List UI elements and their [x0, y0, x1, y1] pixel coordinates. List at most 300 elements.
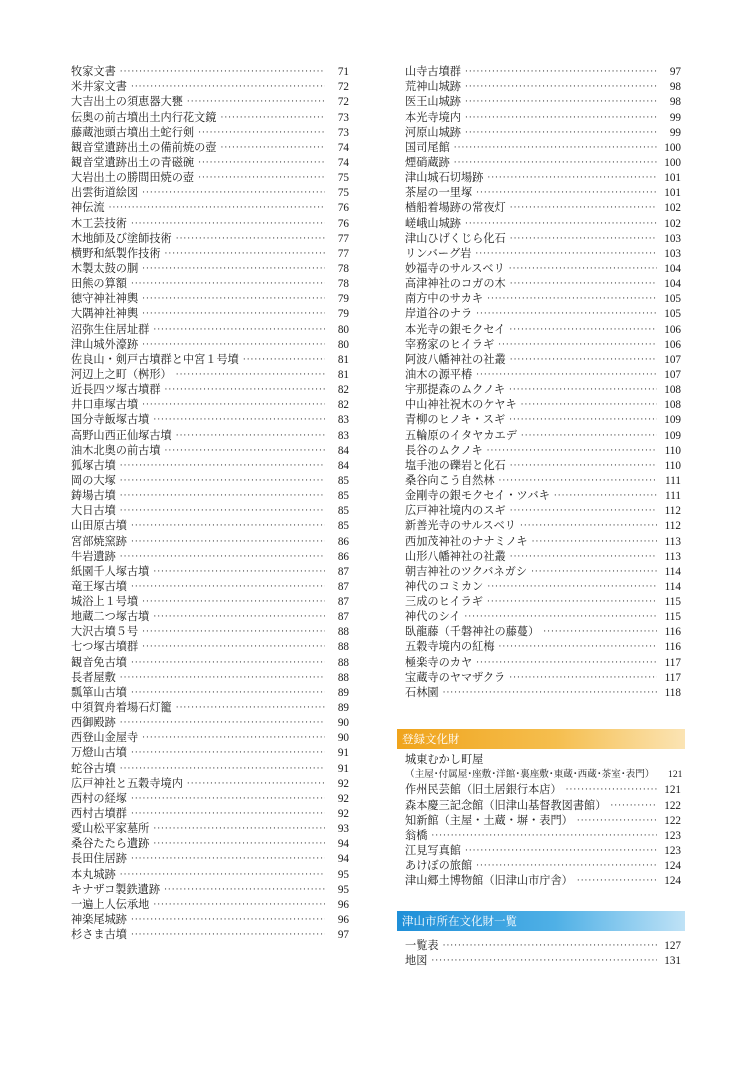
toc-entry: [71, 745, 349, 760]
toc-entry: [71, 125, 349, 140]
dot-leader: [499, 640, 657, 654]
toc-entry-page: 127: [664, 940, 681, 953]
toc-entry-title: 青柳のヒノキ・スギ: [405, 413, 506, 427]
dot-leader: [142, 338, 325, 352]
toc-entry-title: 宮部焼窯跡: [71, 534, 127, 548]
dot-leader: [464, 610, 657, 624]
dot-leader: [487, 171, 657, 185]
toc-entry-page: 108: [664, 399, 681, 412]
dot-leader: [198, 126, 325, 140]
toc-entry: [71, 291, 349, 306]
toc-entry-page: 121: [668, 769, 683, 781]
toc-entry-page: 75: [337, 172, 349, 185]
dot-leader: [131, 746, 325, 760]
dot-leader: [510, 550, 657, 564]
toc-entry-page: 112: [664, 520, 681, 533]
toc-entry: [405, 828, 681, 843]
dot-leader: [131, 852, 325, 866]
toc-entry-page: 89: [337, 686, 349, 699]
toc-entry-title: 観音堂遺跡出土の備前焼の壺: [71, 140, 217, 154]
toc-entry-title: 作州民芸館（旧土居銀行本店）: [405, 783, 562, 797]
toc-entry-page: 87: [337, 580, 349, 593]
toc-entry-title: 木工芸技術: [71, 216, 127, 230]
toc-entry-title: 沼弥生住居址群: [71, 322, 150, 336]
toc-entry-title: 西御殿跡: [71, 716, 116, 730]
section-heading-registered: 登録文化財: [397, 729, 685, 749]
toc-entry-page: 103: [664, 247, 681, 260]
dot-leader: [164, 883, 325, 897]
toc-entry-page: 74: [337, 156, 349, 169]
toc-entry-page: 98: [669, 81, 681, 94]
dot-leader: [443, 686, 657, 700]
toc-entry: [405, 752, 681, 767]
toc-entry-page: 121: [664, 784, 681, 797]
toc-entry-page: 122: [664, 799, 681, 812]
toc-entry-title: 南方中のサカキ: [405, 292, 484, 306]
toc-entry: [71, 549, 349, 564]
toc-entry: [71, 246, 349, 261]
toc-entry-page: 100: [664, 156, 681, 169]
dot-leader: [543, 625, 657, 639]
toc-entry: [405, 246, 681, 261]
toc-entry-page: 91: [337, 762, 349, 775]
dot-leader: [142, 640, 325, 654]
toc-entry-title: 中山神社祝木のケヤキ: [405, 398, 517, 412]
toc-entry-title: 煙硝蔵跡: [405, 155, 450, 169]
toc-entry: [405, 382, 681, 397]
toc-entry: [405, 155, 681, 170]
toc-entry: [405, 458, 681, 473]
toc-entry: [71, 518, 349, 533]
dot-leader: [131, 656, 325, 670]
toc-entry: [405, 639, 681, 654]
toc-entry-page: 77: [337, 232, 349, 245]
toc-entry-page: 86: [337, 550, 349, 563]
dot-leader: [510, 277, 657, 291]
dot-leader: [532, 535, 657, 549]
dot-leader: [577, 874, 657, 888]
toc-entry-page: 82: [337, 399, 349, 412]
dot-leader: [499, 474, 657, 488]
toc-entry: [71, 639, 349, 654]
toc-entry-page: 112: [664, 505, 681, 518]
toc-entry-title: 大沢古墳５号: [71, 625, 139, 639]
toc-entry-page: 99: [669, 126, 681, 139]
toc-entry: [405, 549, 681, 564]
toc-entry: [71, 155, 349, 170]
dot-leader: [120, 504, 325, 518]
toc-entry: [405, 367, 681, 382]
toc-entry: [405, 94, 681, 109]
toc-entry: [71, 912, 349, 927]
toc-entry-page: 95: [337, 868, 349, 881]
toc-entry: [405, 352, 681, 367]
dot-leader: [131, 807, 325, 821]
toc-entry-title: 徳守神社神輿: [71, 292, 139, 306]
toc-entry-title: 田熊の算額: [71, 277, 127, 291]
dot-leader: [465, 65, 657, 79]
toc-entry-page: 80: [337, 338, 349, 351]
toc-entry-title: 津山城外濠跡: [71, 337, 139, 351]
toc-entry-title: 長田住居跡: [71, 852, 127, 866]
toc-entry-title: 神楽尾城跡: [71, 913, 127, 927]
toc-entry: [405, 858, 681, 873]
toc-entry: [71, 276, 349, 291]
toc-entry-page: 114: [664, 565, 681, 578]
toc-entry: [405, 412, 681, 427]
dot-leader: [131, 535, 325, 549]
toc-entry-page: 75: [337, 187, 349, 200]
toc-entry-title: 塩手池の礫岩と化石: [405, 458, 506, 472]
dot-leader: [153, 837, 325, 851]
toc-entry: [71, 594, 349, 609]
toc-entry-page: 95: [337, 883, 349, 896]
toc-entry-page: 103: [664, 232, 681, 245]
dot-leader: [465, 217, 657, 231]
toc-entry-title: 一覧表: [405, 939, 439, 953]
toc-entry-title: 三成のヒイラギ: [405, 595, 483, 609]
toc-entry-title: 神代のシイ: [405, 610, 461, 624]
toc-entry-page: 74: [337, 141, 349, 154]
toc-entry-title: 木地師及び塗師技術: [71, 231, 172, 245]
toc-entry-page: 123: [664, 844, 681, 857]
toc-entry-title: 石林園: [405, 685, 439, 699]
toc-entry-page: 116: [664, 641, 681, 654]
toc-entry-title: 津山郷土博物館（旧津山市庁舎）: [405, 874, 573, 888]
toc-entry: [405, 276, 681, 291]
toc-entry: [405, 140, 681, 155]
dot-leader: [243, 353, 325, 367]
toc-entry-title: 大隅神社神輿: [71, 307, 139, 321]
dot-leader: [187, 777, 325, 791]
toc-entry: [405, 215, 681, 230]
toc-right-column: [405, 64, 681, 700]
dot-leader: [153, 898, 325, 912]
toc-entry: [71, 458, 349, 473]
toc-entry: [71, 473, 349, 488]
toc-entry: [405, 843, 681, 858]
toc-entry: [71, 215, 349, 230]
dot-leader: [131, 519, 325, 533]
toc-entry-page: 81: [337, 368, 349, 381]
dot-leader: [187, 95, 325, 109]
toc-entry-page: 104: [664, 262, 681, 275]
toc-entry-title: 五穀寺境内の紅梅: [405, 640, 495, 654]
toc-entry-title: 荒神山城跡: [405, 80, 461, 94]
toc-entry-page: 92: [337, 808, 349, 821]
dot-leader: [220, 111, 325, 125]
toc-entry-page: 78: [337, 262, 349, 275]
toc-entry-page: 73: [337, 126, 349, 139]
toc-entry-page: 101: [664, 187, 681, 200]
dot-leader: [176, 368, 325, 382]
toc-entry-title: 大日古墳: [71, 504, 116, 518]
toc-entry-page: 109: [664, 414, 681, 427]
toc-entry: [405, 231, 681, 246]
toc-entry-title: 医王山城跡: [405, 95, 461, 109]
toc-entry-page: 106: [664, 323, 681, 336]
toc-entry-title: 竜王塚古墳: [71, 579, 127, 593]
dot-leader: [465, 95, 657, 109]
toc-entry-title: 七つ塚古墳群: [71, 640, 139, 654]
dot-leader: [510, 459, 657, 473]
toc-entry-page: 105: [664, 308, 681, 321]
toc-entry: [71, 185, 349, 200]
toc-entry-page: 94: [337, 838, 349, 851]
dot-leader: [176, 232, 325, 246]
dot-leader: [476, 859, 657, 873]
dot-leader: [142, 625, 325, 639]
toc-entry: [405, 813, 681, 828]
toc-entry-page: 91: [337, 747, 349, 760]
toc-entry-title: 山形八幡神社の社叢: [405, 549, 506, 563]
dot-leader: [153, 413, 325, 427]
toc-entry-title: 中須賀舟着場石灯籠: [71, 701, 172, 715]
toc-entry-page: 115: [664, 611, 681, 624]
dot-leader: [198, 156, 325, 170]
toc-entry-title: 新善光寺のサルスベリ: [405, 519, 516, 533]
toc-entry-title: 長者屋敷: [71, 670, 116, 684]
dot-leader: [165, 383, 325, 397]
toc-entry-title: 蛇谷古墳: [71, 761, 116, 775]
dot-leader: [566, 783, 657, 797]
dot-leader: [577, 814, 657, 828]
toc-entry-title: 桑谷向こう自然林: [405, 473, 495, 487]
toc-entry: [71, 337, 349, 352]
dot-leader: [142, 731, 325, 745]
toc-entry: [405, 953, 681, 968]
toc-left-column: [71, 64, 349, 942]
toc-entry: [405, 685, 681, 700]
dot-leader: [465, 111, 657, 125]
dot-leader: [510, 201, 657, 215]
toc-entry-page: 117: [664, 671, 681, 684]
toc-entry-page: 115: [664, 596, 681, 609]
toc-entry: [405, 797, 681, 812]
toc-entry-title: 高野山西正仙塚古墳: [71, 428, 172, 442]
summary-list: [405, 938, 681, 968]
toc-entry: [405, 321, 681, 336]
dot-leader: [142, 292, 325, 306]
toc-entry: [71, 261, 349, 276]
toc-entry: [71, 836, 349, 851]
toc-entry-page: 88: [337, 671, 349, 684]
toc-entry-title: 近長四ツ塚古墳群: [71, 383, 161, 397]
toc-entry-title: 神伝流: [71, 201, 105, 215]
toc-entry-title: 知新館（主屋・土蔵・塀・表門）: [405, 813, 573, 827]
toc-entry-page: 105: [664, 293, 681, 306]
toc-entry-title: 森本慶三記念館（旧津山基督教図書館）: [405, 798, 607, 812]
toc-entry-title: 油木北奥の前古墳: [71, 443, 161, 457]
toc-entry-title: 西加茂神社のナナミノキ: [405, 534, 528, 548]
toc-entry: [405, 609, 681, 624]
toc-entry: [71, 715, 349, 730]
dot-leader: [142, 262, 325, 276]
toc-entry-title: 観音堂遺跡出土の青磁碗: [71, 155, 195, 169]
dot-leader: [610, 799, 657, 813]
toc-entry-title: 高津神社のコガの木: [405, 277, 506, 291]
dot-leader: [476, 368, 657, 382]
toc-entry-title: 城浴上１号墳: [71, 595, 139, 609]
dot-leader: [487, 595, 657, 609]
dot-leader: [142, 595, 325, 609]
toc-entry: [405, 938, 681, 953]
toc-entry: [405, 170, 681, 185]
toc-entry-page: 80: [337, 323, 349, 336]
toc-entry: [405, 397, 681, 412]
toc-entry-page: 85: [337, 520, 349, 533]
toc-entry: [405, 533, 681, 548]
dot-leader: [153, 610, 325, 624]
toc-entry-page: 87: [337, 596, 349, 609]
toc-entry-page: 86: [337, 535, 349, 548]
toc-entry: [71, 94, 349, 109]
toc-entry-title: 伝奥の前古墳出土内行花文鏡: [71, 110, 217, 124]
toc-entry: [71, 685, 349, 700]
toc-entry: [71, 79, 349, 94]
toc-entry: [71, 427, 349, 442]
toc-entry-title: 杉さま古墳: [71, 928, 127, 942]
toc-entry-title: 極楽寺のカヤ: [405, 655, 473, 669]
dot-leader: [521, 398, 657, 412]
dot-leader: [220, 141, 325, 155]
toc-entry: [71, 533, 349, 548]
toc-entry-page: 122: [664, 814, 681, 827]
dot-leader: [131, 928, 325, 942]
toc-entry-page: 85: [337, 505, 349, 518]
toc-entry-title: 江見写真館: [405, 843, 461, 857]
toc-entry-page: 97: [669, 66, 681, 79]
toc-entry-title: 河原山城跡: [405, 125, 461, 139]
toc-entry: [71, 488, 349, 503]
toc-entry-title: 津山城石切場跡: [405, 171, 484, 185]
toc-entry-page: 93: [337, 823, 349, 836]
toc-entry-title: 本光寺の銀モクセイ: [405, 322, 506, 336]
toc-entry-title: キナザコ製鉄遺跡: [71, 882, 161, 896]
dot-leader: [509, 413, 657, 427]
toc-entry: [405, 503, 681, 518]
toc-entry-page: 90: [337, 717, 349, 730]
toc-entry-page: 110: [664, 444, 681, 457]
toc-entry: [71, 140, 349, 155]
toc-entry: [405, 782, 681, 797]
toc-entry: [71, 776, 349, 791]
toc-entry-page: 84: [337, 459, 349, 472]
dot-leader: [521, 429, 657, 443]
toc-entry: [71, 866, 349, 881]
dot-leader: [443, 939, 657, 953]
toc-entry: [405, 261, 681, 276]
dot-leader: [509, 671, 657, 685]
toc-entry-title: 国分寺飯塚古墳: [71, 413, 150, 427]
toc-entry-page: 116: [664, 626, 681, 639]
dot-leader: [142, 307, 325, 321]
toc-entry-page: 72: [337, 96, 349, 109]
toc-entry-title: 嵯峨山城跡: [405, 216, 461, 230]
dot-leader: [476, 656, 657, 670]
dot-leader: [509, 323, 657, 337]
toc-entry-page: 99: [669, 111, 681, 124]
toc-entry-title: 翁橋: [405, 828, 428, 842]
toc-entry-page: 96: [337, 898, 349, 911]
dot-leader: [131, 913, 325, 927]
toc-entry: [405, 64, 681, 79]
dot-leader: [431, 829, 657, 843]
toc-entry-title: 米井家文書: [71, 80, 127, 94]
dot-leader: [142, 186, 325, 200]
toc-entry: [71, 730, 349, 745]
toc-entry-title: 広戸神社と五穀寺境内: [71, 776, 183, 790]
section-heading-list: 津山市所在文化財一覧: [397, 911, 685, 931]
dot-leader: [165, 247, 325, 261]
dot-leader: [120, 868, 325, 882]
toc-entry-page: 88: [337, 656, 349, 669]
toc-entry-page: 113: [664, 550, 681, 563]
toc-entry: [71, 670, 349, 685]
toc-entry-page: 72: [337, 81, 349, 94]
toc-entry-title: 木製太鼓の胴: [71, 261, 139, 275]
dot-leader: [520, 519, 657, 533]
dot-leader: [454, 141, 657, 155]
toc-entry-page: 106: [664, 338, 681, 351]
toc-entry: [405, 200, 681, 215]
toc-entry-page: 79: [337, 308, 349, 321]
toc-entry: [405, 306, 681, 321]
toc-entry: [71, 927, 349, 942]
dot-leader: [120, 550, 325, 564]
toc-entry-title: 宝蔵寺のヤマザクラ: [405, 670, 506, 684]
toc-entry-page: 101: [664, 172, 681, 185]
dot-leader: [510, 232, 657, 246]
toc-entry-page: 85: [337, 490, 349, 503]
toc-entry-title: 一遍上人伝承地: [71, 897, 150, 911]
toc-entry-page: 90: [337, 732, 349, 745]
toc-entry: [71, 200, 349, 215]
dot-leader: [487, 580, 657, 594]
toc-entry-title: 神代のコミカン: [405, 579, 484, 593]
toc-entry-title: 横野和紙製作技術: [71, 246, 161, 260]
dot-leader: [120, 671, 325, 685]
toc-entry-title: 地蔵二つ塚古墳: [71, 610, 150, 624]
toc-entry-page: 76: [337, 217, 349, 230]
toc-entry-title: 国司尾館: [405, 140, 450, 154]
dot-leader: [176, 429, 325, 443]
dot-leader: [153, 565, 325, 579]
dot-leader: [476, 186, 657, 200]
dot-leader: [465, 80, 657, 94]
dot-leader: [487, 444, 657, 458]
dot-leader: [131, 277, 325, 291]
toc-entry-page: 83: [337, 429, 349, 442]
toc-entry-title: 西登山金屋寺: [71, 731, 139, 745]
toc-entry: [405, 594, 681, 609]
dot-leader: [131, 792, 325, 806]
toc-entry-title: 藤蔵池頭古墳出土蛇行剣: [71, 125, 195, 139]
toc-entry-title: 佐良山・剣戸古墳群と中宮１号墳: [71, 352, 239, 366]
toc-entry-title: （主屋･付属屋･座敷･洋館･裏座敷･東蔵･西蔵･茶室･表門）: [405, 769, 655, 781]
toc-entry: [405, 654, 681, 669]
toc-entry: [405, 443, 681, 458]
toc-entry-page: 87: [337, 611, 349, 624]
dot-leader: [510, 353, 657, 367]
toc-entry: [405, 873, 681, 888]
toc-entry-page: 109: [664, 429, 681, 442]
toc-entry: [71, 624, 349, 639]
toc-entry-title: 本丸城跡: [71, 867, 116, 881]
toc-entry: [71, 306, 349, 321]
toc-entry-page: 124: [664, 875, 681, 888]
toc-entry-title: 妙福寺のサルスベリ: [405, 261, 505, 275]
